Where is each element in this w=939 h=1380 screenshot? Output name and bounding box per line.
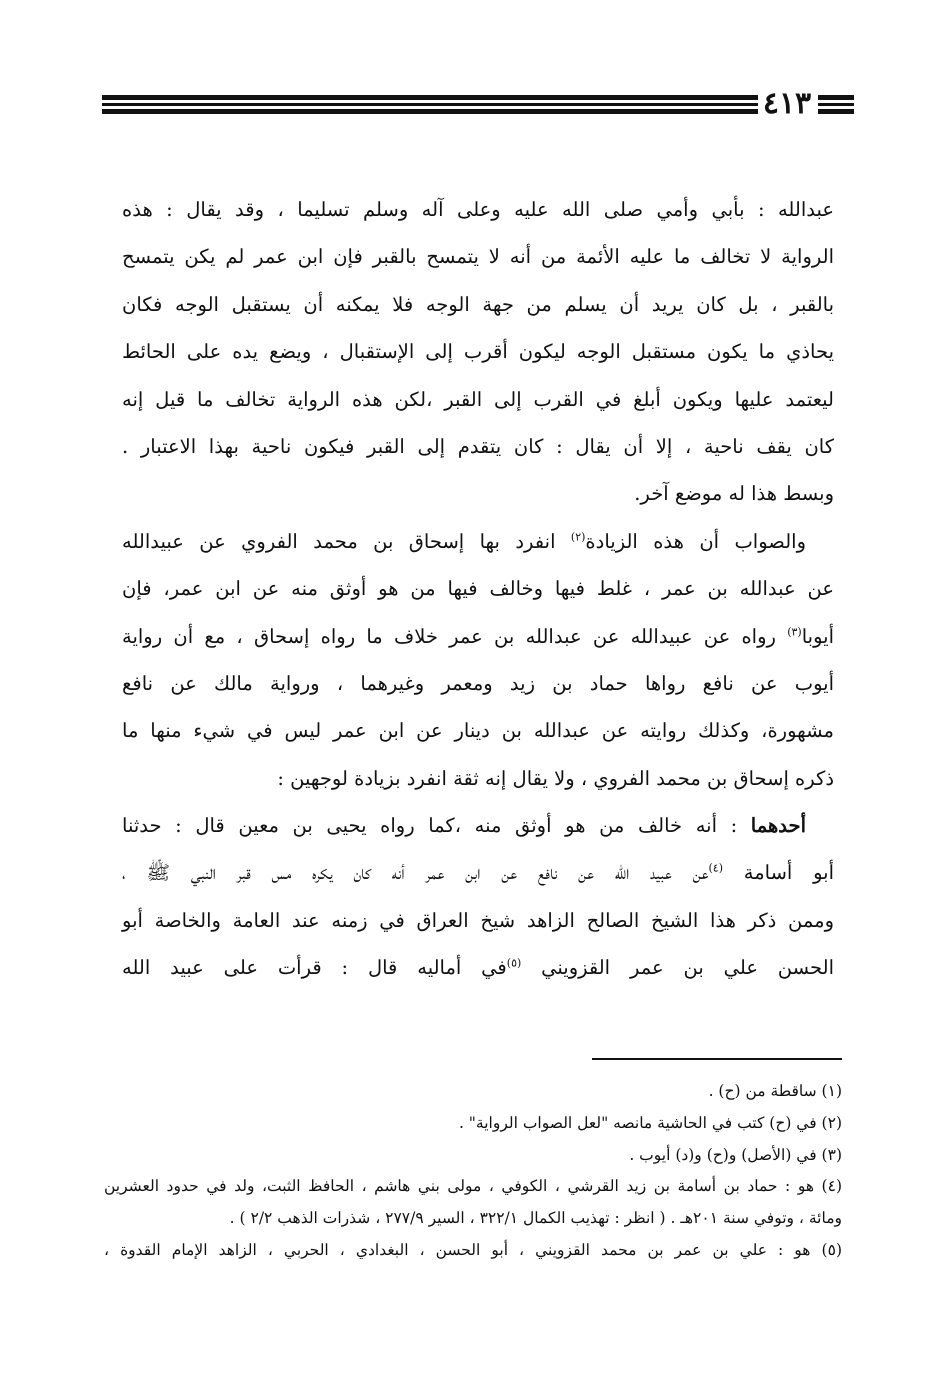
inline-text: الحسن علي بن عمر القزويني bbox=[541, 956, 834, 980]
text-line bbox=[122, 802, 834, 849]
text-line bbox=[122, 613, 834, 660]
bold-term: أحدهما bbox=[750, 814, 806, 838]
text-line: مشهورة، وكذلك روايته عن عبدالله بن دينار عن ابن عمر ليس في شيء منها ما bbox=[122, 719, 834, 743]
inline-text: أيوبا bbox=[801, 624, 834, 648]
text-line: بالقبر ، بل كان يريد أن يسلم من جهة الوجه فلا يمكنه أن يستقبل الوجه فكان bbox=[122, 292, 834, 316]
inline-text: في أماليه قال : قرأت على عبيد الله bbox=[122, 956, 507, 980]
text-line: ذكره إسحاق بن محمد الفروي ، ولا يقال إنه ثقة انفرد بزيادة لوجهين : bbox=[277, 766, 834, 790]
footnote: (٤) هو : حماد بن أسامة بن زيد القرشي ، الكوفي ، مولى بني هاشم ، الحافظ الثبت، ولد في حدود العشرين bbox=[104, 1177, 842, 1196]
inline-text: أبو أسامة bbox=[743, 861, 834, 885]
header-rule-short bbox=[818, 95, 854, 100]
inline-text: رواه عن عبيدالله عن عبدالله بن عمر خلاف ما رواه إسحاق ، مع أن رواية bbox=[122, 624, 776, 648]
text-line: وممن ذكر هذا الشيخ الصالح الزاهد شيخ العراق في زمنه عند العامة والخاصة أبو bbox=[122, 908, 834, 932]
footnotes bbox=[104, 1076, 842, 1267]
inline-text: والصواب أن هذه الزيادة bbox=[585, 529, 806, 553]
text-line: عن عبدالله بن عمر ، غلط فيها وخالف فيها من هو أوثق منه عن ابن عمر، فإن bbox=[122, 577, 834, 601]
text-line bbox=[122, 518, 834, 565]
inline-text: : أنه خالف من هو أوثق منه ،كما رواه يحيى بن معين قال : حدثنا bbox=[122, 814, 738, 838]
main-text bbox=[122, 186, 834, 992]
footnote: (٥) هو : علي بن عمر بن محمد القزويني ، أبو الحسن ، البغدادي ، الحربي ، الزاهد الإمام القدوة ، bbox=[104, 1240, 842, 1259]
page-header bbox=[102, 86, 854, 126]
footnote-ref: (٤) bbox=[708, 861, 723, 875]
header-rule-short bbox=[818, 103, 854, 106]
text-line: أيوب عن نافع رواها حماد بن زيد ومعمر وغيرهما ، ورواية مالك عن نافع bbox=[122, 671, 834, 695]
header-rule bbox=[102, 103, 758, 106]
text-line bbox=[122, 944, 834, 991]
text-line: يحاذي ما يكون مستقبل الوجه ليكون أقرب إلى الإستقبال ، ويضع يده على الحائط bbox=[122, 340, 834, 364]
inline-text: انفرد بها إسحاق بن محمد الفروي عن عبيدالله bbox=[122, 529, 556, 553]
header-rule bbox=[102, 109, 758, 114]
footnote-ref: (٥) bbox=[506, 956, 522, 970]
footnote: (١) ساقطة من (ح) . bbox=[708, 1082, 842, 1100]
text-line: وبسط هذا له موضع آخر. bbox=[634, 482, 834, 506]
footnote-separator bbox=[592, 1058, 842, 1060]
text-line: كان يقف ناحية ، إلا أن يقال : كان يتقدم إلى القبر فيكون ناحية بهذا الاعتبار . bbox=[122, 434, 834, 458]
footnote-ref: (٢) bbox=[570, 530, 586, 544]
footnote: ومائة ، وتوفي سنة ٢٠١هـ . ( انظر : تهذيب الكمال ٣٢٢/١ ، السير ٢٧٧/٩ ، شذرات الذهب ٢/٢ ) . bbox=[229, 1209, 842, 1228]
text-line bbox=[122, 849, 834, 896]
text-line: عبدالله : بأبي وأمي صلى الله عليه وعلى آله وسلم تسليما ، وقد يقال : هذه bbox=[122, 198, 834, 221]
footnote: (٢) في (ح) كتب في الحاشية مانصه "لعل الصواب الرواية" . bbox=[458, 1113, 842, 1132]
header-rule bbox=[102, 95, 758, 100]
footnote: (٣) في (الأصل) و(ح) و(د) أيوب . bbox=[629, 1145, 842, 1164]
footnote-ref: (٣) bbox=[787, 625, 802, 639]
header-rule-short bbox=[818, 109, 854, 114]
page-number: ٤١٣ bbox=[762, 86, 812, 121]
inline-text: عن عبيد الله عن نافع عن ابن عمر أنه كان يكره مس قبر النبي ﷺ ، bbox=[122, 861, 709, 885]
text-line: الرواية لا تخالف ما عليه الأئمة من أنه لا يتمسح بالقبر فإن ابن عمر لم يكن يتمسح bbox=[122, 245, 834, 269]
text-line: ليعتمد عليها ويكون أبلغ في القرب إلى القبر ،لكن هذه الرواية تخالف ما قيل إنه bbox=[122, 387, 834, 411]
